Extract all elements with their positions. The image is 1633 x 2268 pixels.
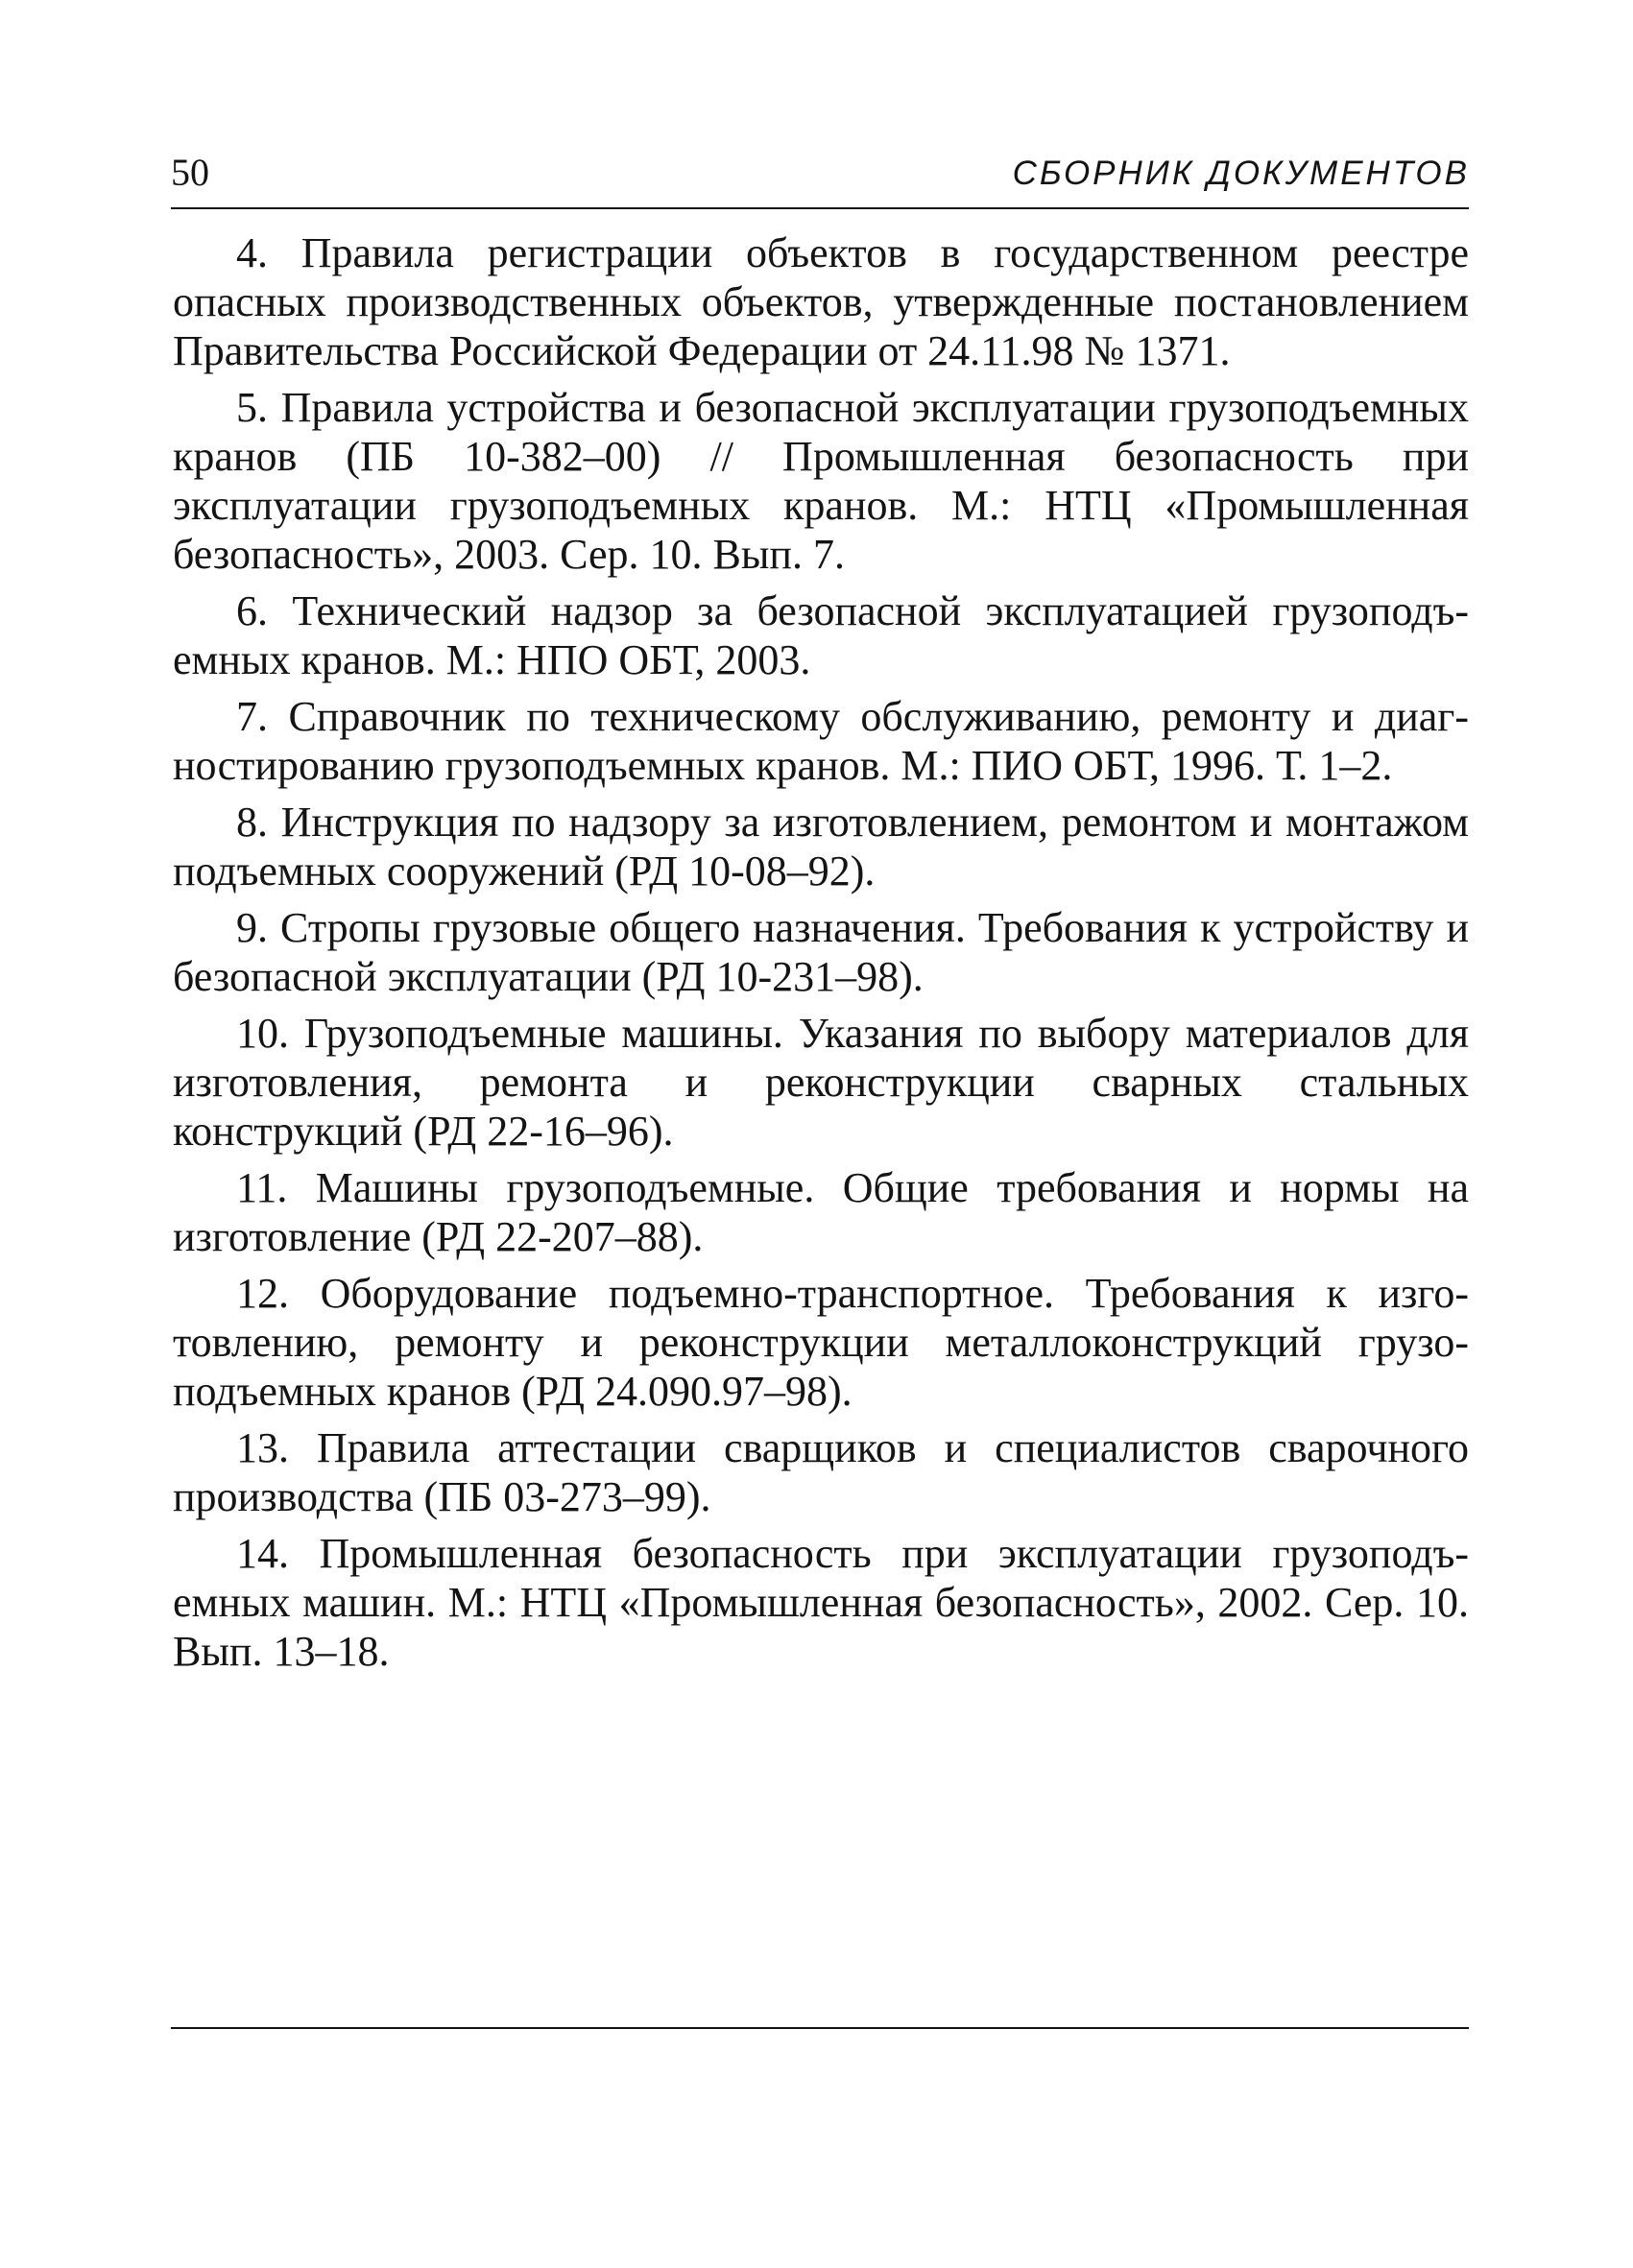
reference-item: 11. Машины грузоподъемные. Общие требования и нормы на изготовление (РД 22-207–88). [173,1164,1469,1260]
reference-item: 4. Правила регистрации объектов в государственном реестре опасных производственных объектов, утвержденные постановлением Правительства Российской Федерации от 24.11.98 № 1371. [173,229,1469,374]
running-title: СБОРНИК ДОКУМЕНТОВ [1012,155,1470,192]
reference-item: 12. Оборудование подъемно-транспортное. Требования к изготовлению, ремонту и реконструкции металлоконструкций грузоподъемных кранов (РД 24.090.97–98). [173,1270,1469,1415]
reference-item: 14. Промышленная безопасность при эксплуатации грузоподъемных машин. М.: НТЦ «Промышленная безопасность», 2002. Сер. 10. Вып. 13–18. [173,1530,1469,1675]
footer-divider [171,2027,1469,2029]
page-number: 50 [171,151,209,194]
reference-item: 5. Правила устройства и безопасной эксплуатации грузоподъемных кранов (ПБ 10-382–00) // Промышленная безопасность при эксплуатации грузоподъемных кранов. М.: НТЦ «Промышленная безопасность», 2003. Сер. 10. Вып. 7. [173,384,1469,578]
reference-item: 7. Справочник по техническому обслуживанию, ремонту и диагностированию грузоподъемных кранов. М.: ПИО ОБТ, 1996. Т. 1–2. [173,693,1469,789]
header-divider [171,207,1469,209]
reference-item: 10. Грузоподъемные машины. Указания по выбору материалов для изготовления, ремонта и реконструкции сварных стальных конструкций (РД 22-16–96). [173,1010,1469,1155]
reference-list [173,228,1469,1683]
reference-item: 8. Инструкция по надзору за изготовлением, ремонтом и монтажом подъемных сооружений (РД 10-08–92). [173,799,1469,895]
reference-item: 6. Технический надзор за безопасной эксплуатацией грузоподъемных кранов. М.: НПО ОБТ, 2003. [173,587,1469,683]
reference-item: 13. Правила аттестации сварщиков и специалистов сварочного производства (ПБ 03-273–99). [173,1424,1469,1520]
reference-item: 9. Стропы грузовые общего назначения. Требования к устройству и безопасной эксплуатации (РД 10-231–98). [173,904,1469,1000]
